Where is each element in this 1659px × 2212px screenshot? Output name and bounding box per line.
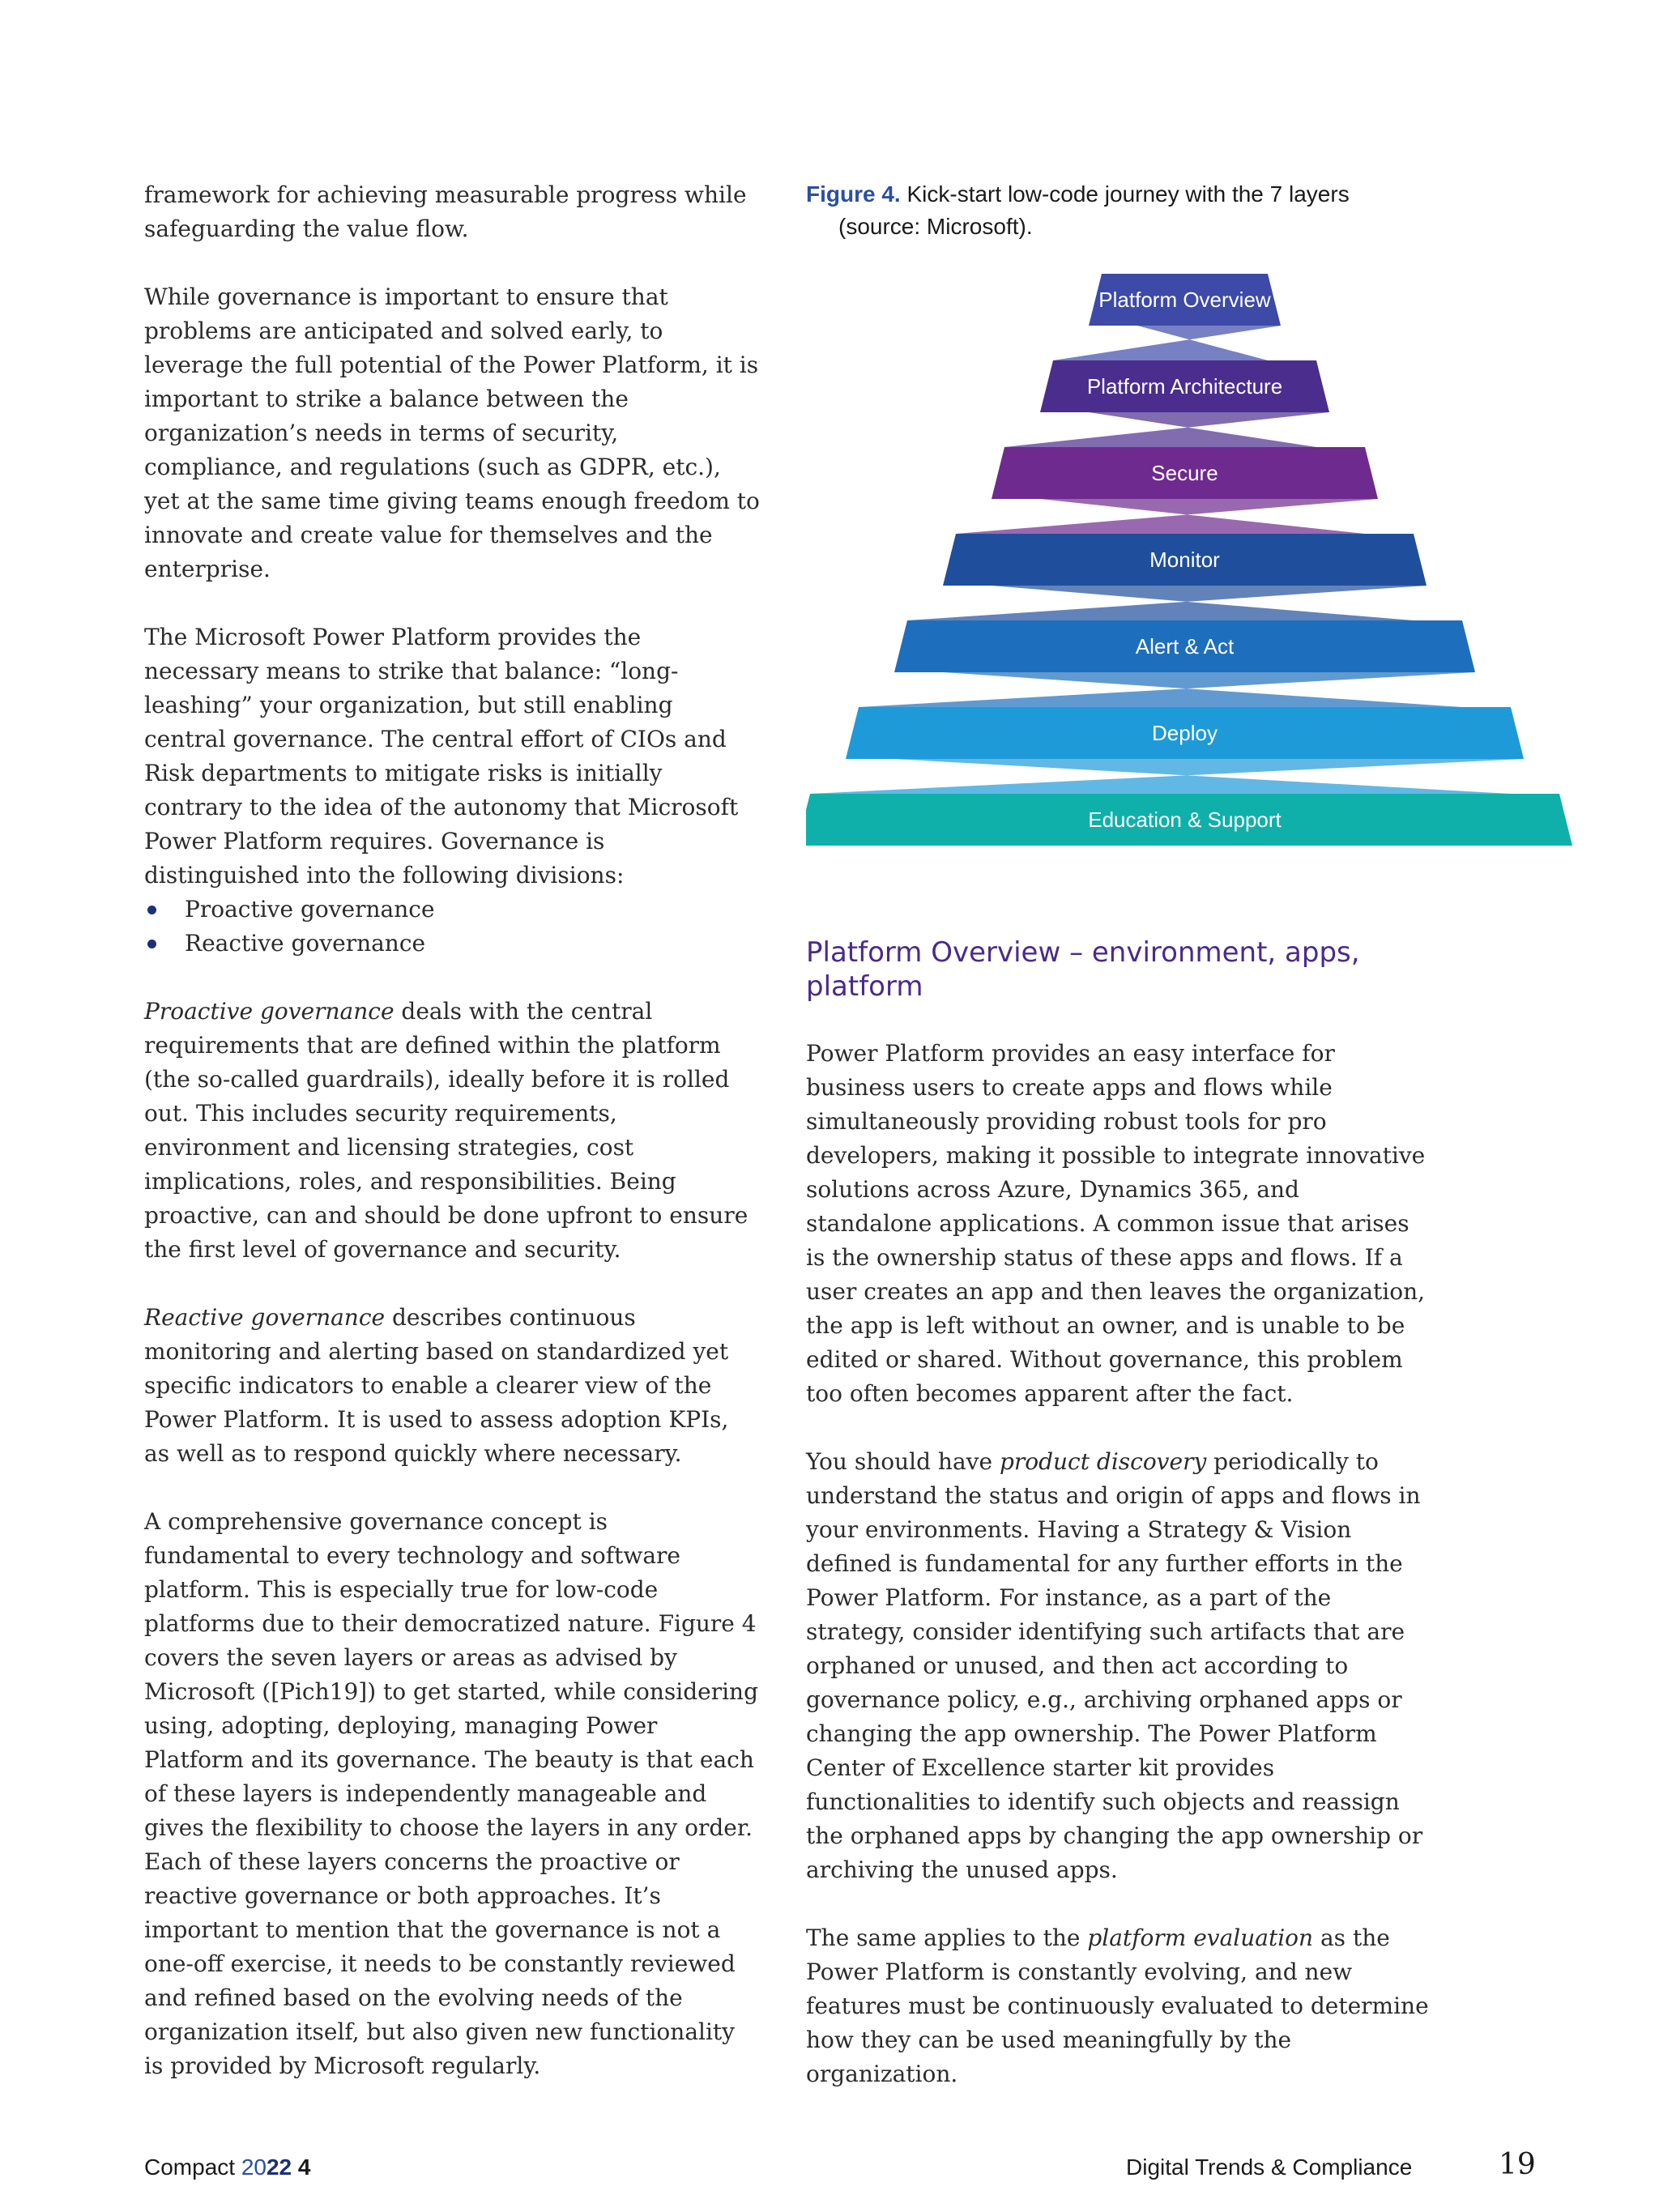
pyramid-connector [907,586,1427,620]
emphasis: Proactive governance [144,998,394,1025]
paragraph [144,1301,760,1471]
figure-label: Figure 4. [806,181,901,207]
paragraph: The Microsoft Power Platform provides the necessary means to strike that balance: “long-leashing” your organization, but still enabling central governance. The central effort of CIOs and Risk departments to mitigate risks is initially contrary to the idea of the autonomy that Microsoft Power Platform requires. Governance is distinguished into the following divisions: [144,624,739,889]
governance-divisions-list [144,893,760,961]
paragraph-text: describes continuous monitoring and alerting based on standardized yet specific indicators to enable a clearer view of the Power Platform. It is used to assess adoption KPIs, as well as to respond quickly where necessary. [144,1304,729,1467]
emphasis: platform evaluation [1087,1924,1314,1951]
paragraph [806,1445,1430,1887]
footer-section: Digital Trends & Compliance [1126,2154,1413,2180]
paragraph: Power Platform provides an easy interface for business users to create apps and flows while simultaneously providing robust tools for pro developers, making it possible to integrate innovative solutions across Azure, Dynamics 365, and standalone applications. A common issue that arises is the ownership status of these apps and flows. If a user creates an app and then leaves the organization, the app is left without an owner, and is unable to be edited or shared. Without governance, this problem too often becomes apparent after the fact. [806,1040,1426,1407]
pyramid-layer-label: Education & Support [1088,808,1282,832]
pyramid-layer-label: Platform Architecture [1086,374,1283,399]
seven-layer-pyramid [806,267,1616,850]
magazine-name: Compact [144,2154,241,2180]
figure-source: (source: Microsoft). [838,214,1033,239]
paragraph-text: deals with the central requirements that are defined within the platform (the so-called guardrails), ideally before it is rolled out. This includes security requirements, environment and licensing strategies, cost implications, roles, and responsibilities. Being proactive, can and should be done upfront to ensure the first level of governance and security. [144,998,748,1263]
pyramid-connector [859,672,1475,707]
figure-caption [806,178,1470,243]
paragraph [144,995,760,1267]
paragraph-text: You should have [806,1448,1000,1475]
right-column [806,1037,1430,2125]
list-item: Proactive governance [144,893,760,927]
page-number: 19 [1499,2148,1536,2181]
pyramid-layer-label: Platform Overview [1098,288,1271,312]
year-part: 20 [241,2154,267,2180]
paragraph [806,1921,1430,2091]
section-title: Platform Overview – environment, apps, platform [806,936,1360,1003]
year-part: 22 [266,2154,292,2180]
pyramid-connector [956,499,1378,534]
pyramid-connector [1053,326,1281,360]
emphasis: product discovery [999,1448,1207,1475]
footer-magazine [144,2154,311,2180]
paragraph-text: periodically to understand the status and origin of apps and flows in your environments. Having a Strategy & Vision defined is fundamental for any further efforts in the Power Platform. For instance, as a part of the strategy, consider identifying such artifacts that are orphaned or unused, and then act according to governance policy, e.g., archiving orphaned apps or changing the app ownership. The Power Platform Center of Excellence starter kit provides functionalities to identify such objects and reassign the orphaned apps by changing the app ownership or archiving the unused apps. [806,1448,1423,1883]
pyramid-layer-label: Secure [1151,461,1218,485]
pyramid-layer-label: Alert & Act [1135,634,1235,658]
pyramid-layer-label: Monitor [1149,548,1220,572]
paragraph-text: as the Power Platform is constantly evolving, and new features must be continuously evaluated to determine how they can be used meaningfully by the organization. [806,1924,1429,2087]
paragraph-text: The same applies to the [806,1924,1088,1951]
pyramid-layer-label: Deploy [1152,721,1218,745]
paragraph: A comprehensive governance concept is fundamental to every technology and software platform. This is especially true for low-code platforms due to their democratized nature. Figure 4 covers the seven layers or areas as advised by Microsoft ([Pich19]) to get started, while considering using, adopting, deploying, managing Power Platform and its governance. The beauty is that each of these layers is independently manageable and gives the flexibility to choose the layers in any order. Each of these layers concerns the proactive or reactive governance or both approaches. It’s important to mention that the governance is not a one-off exercise, it needs to be constantly reviewed and refined based on the evolving needs of the organization itself, but also given new functionality is provided by Microsoft regularly. [144,1508,758,2079]
pyramid-connector [1004,412,1329,447]
paragraph: While governance is important to ensure that problems are anticipated and solved early, to leverage the full potential of the Power Platform, it is important to strike a balance between the organization’s needs in terms of security, compliance, and regulations (such as GDPR, etc.), yet at the same time giving teams enough freedom to innovate and create value for themselves and the enterprise. [144,283,760,582]
left-column [144,178,760,2117]
figure-caption-text: Kick-start low-code journey with the 7 layers [900,181,1350,207]
pyramid-connector [810,759,1524,794]
emphasis: Reactive governance [144,1304,386,1331]
issue-number: 4 [292,2154,311,2180]
list-item: Reactive governance [144,927,760,961]
paragraph: framework for achieving measurable progress while safeguarding the value flow. [144,181,747,242]
